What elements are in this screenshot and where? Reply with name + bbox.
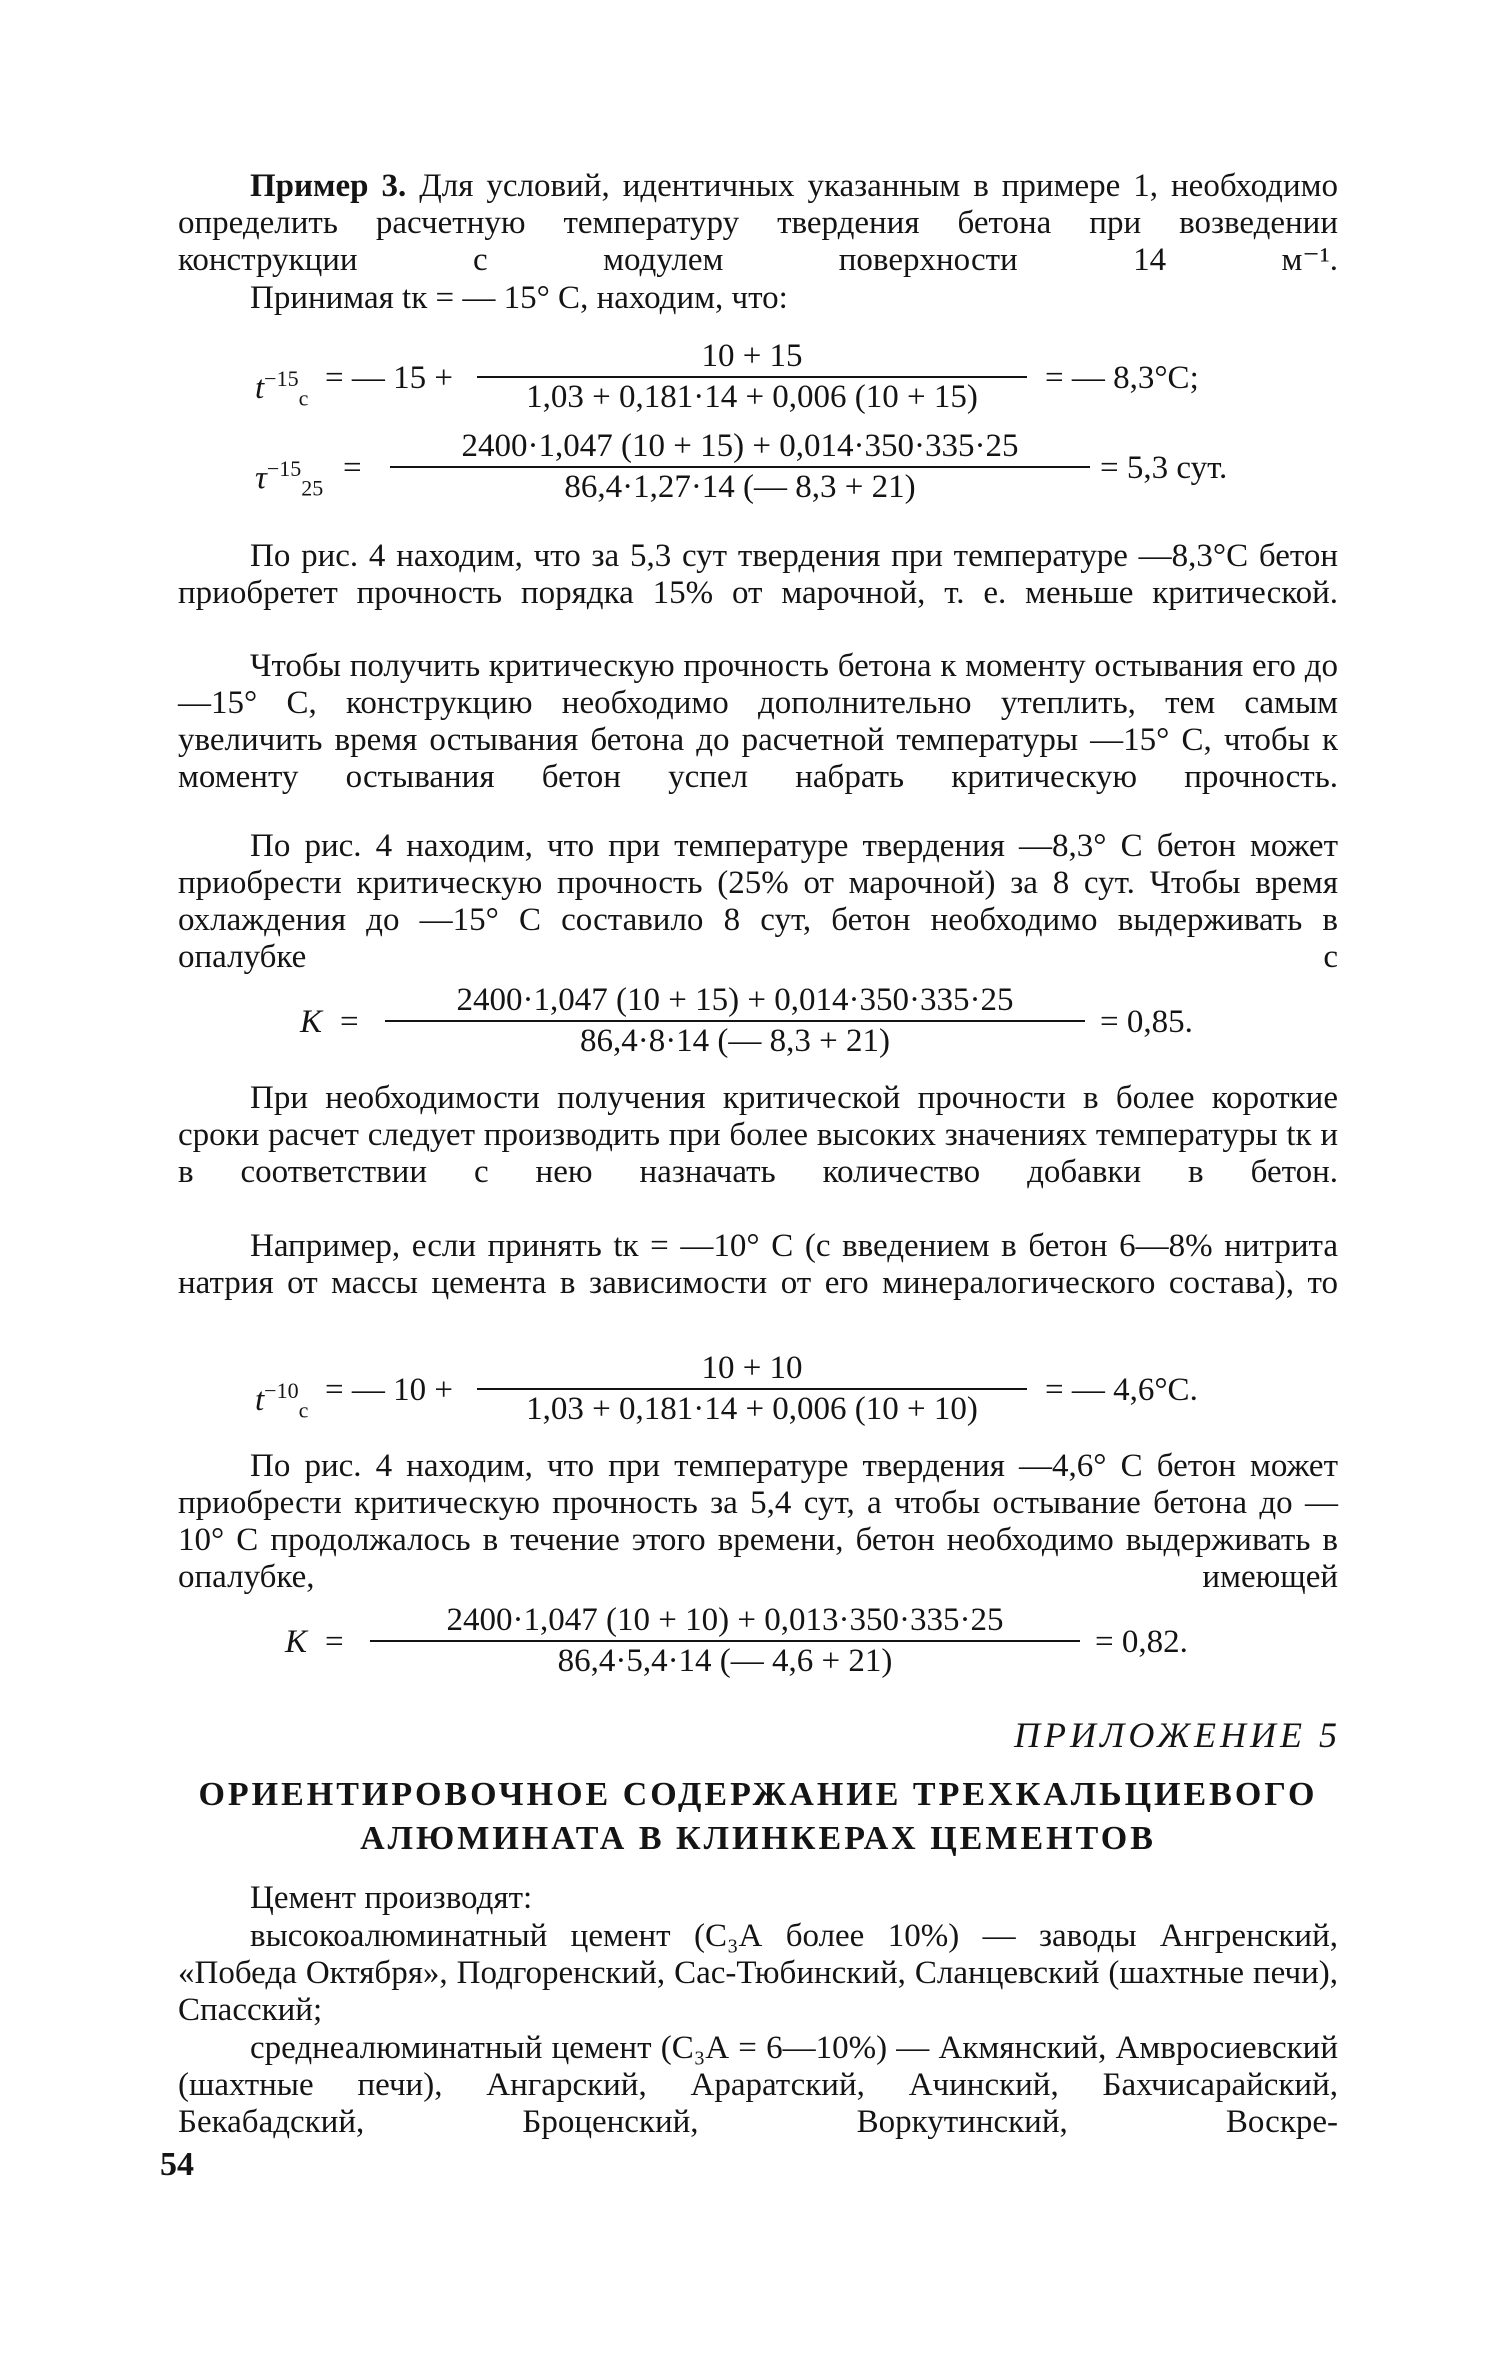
- formula-denominator: 86,4·5,4·14 (— 4,6 + 21): [557, 1643, 893, 1679]
- formula-tau-25: [255, 428, 1345, 508]
- formula-numerator: 2400·1,047 (10 + 10) + 0,013·350·335·25: [446, 1602, 1004, 1638]
- formula-numerator: 2400·1,047 (10 + 15) + 0,014·350·335·25: [456, 982, 1014, 1018]
- formula-lhs: $\tau^{-15}_{25}$: [255, 456, 324, 501]
- formula-numerator: 10 + 15: [701, 338, 803, 374]
- formula-denominator: 86,4·1,27·14 (— 8,3 + 21): [564, 469, 916, 505]
- formula-prefix: =: [340, 1004, 359, 1040]
- formula-denominator: 86,4·8·14 (— 8,3 + 21): [579, 1023, 891, 1059]
- paragraph-1: По рис. 4 находим, что за 5,3 сут твердения при температуре —8,3°С бетон приобретет прочность порядка 15% от марочной, т. е. меньше критической.: [178, 538, 1338, 611]
- formula-prefix: =: [325, 1624, 344, 1660]
- formula-prefix: = — 10 +: [325, 1372, 453, 1408]
- formula-numerator: 10 + 10: [701, 1350, 803, 1386]
- example-intro-text: Для условий, идентичных указанным в примере 1, необходимо определить расчетную температуру твердения бетона при возведении конструкции с модулем поверхности 14 м⁻¹.: [178, 168, 1338, 278]
- formula-fraction: [477, 338, 1027, 416]
- formula-prefix: = — 15 +: [325, 360, 453, 396]
- formula-fraction: [370, 1602, 1080, 1680]
- appendix-label: ПРИЛОЖЕНИЕ 5: [1014, 1715, 1341, 1755]
- appendix-title-line2: АЛЮМИНАТА В КЛИНКЕРАХ ЦЕМЕНТОВ: [360, 1820, 1156, 1857]
- appendix-item-1: высокоалюминатный цемент (С₃А более 10%) — заводы Ангренский, «Победа Октября», Подгоренский, Сас-Тюбинский, Сланцевский (шахтные печи), Спасский;: [178, 1918, 1338, 2028]
- page-number: 54: [160, 2146, 194, 2183]
- appendix-title-line1: ОРИЕНТИРОВОЧНОЕ СОДЕРЖАНИЕ ТРЕХКАЛЬЦИЕВОГО: [198, 1776, 1318, 1813]
- formula-t-minus10: [255, 1350, 1345, 1430]
- formula-denominator: 1,03 + 0,181·14 + 0,006 (10 + 10): [526, 1391, 978, 1427]
- formula-lhs: $t^{-15}_с$: [255, 366, 309, 411]
- formula-fraction: [477, 1350, 1027, 1428]
- formula-t-minus15: [255, 338, 1345, 418]
- formula-lhs: K: [285, 1624, 308, 1660]
- formula-k-082: [285, 1602, 1345, 1682]
- formula-denominator: 1,03 + 0,181·14 + 0,006 (10 + 15): [526, 379, 978, 415]
- formula-numerator: 2400·1,047 (10 + 15) + 0,014·350·335·25: [461, 428, 1019, 464]
- paragraph-4: При необходимости получения критической прочности в более короткие сроки расчет следует производить при более высоких значениях температуры tк и в соответствии с нею назначать количество добавки в бетон.: [178, 1080, 1338, 1190]
- formula-result: = — 8,3°С;: [1045, 360, 1199, 396]
- assumption-line: Принимая tк = — 15° С, находим, что:: [250, 280, 788, 316]
- appendix-item-2: среднеалюминатный цемент (С₃А = 6—10%) — Акмянский, Амвросиевский (шахтные печи), Ангарский, Араратский, Ачинский, Бахчисарайский, Бекабадский, Броценский, Воркутинский, Воскре-: [178, 2030, 1338, 2140]
- formula-fraction: [390, 428, 1090, 506]
- formula-lhs: K: [300, 1004, 323, 1040]
- formula-fraction: [385, 982, 1085, 1060]
- paragraph-6: По рис. 4 находим, что при температуре твердения —4,6° С бетон может приобрести критическую прочность за 5,4 сут, а чтобы остывание бетона до —10° С продолжалось в течение этого времени, бетон необходимо выдерживать в опалубке, имеющей: [178, 1448, 1338, 1595]
- formula-prefix: =: [343, 450, 362, 486]
- paragraph-5: Например, если принять tк = —10° С (с введением в бетон 6—8% нитрита натрия от массы цемента в зависимости от его минералогического состава), то: [178, 1228, 1338, 1301]
- formula-result: = 0,82.: [1095, 1624, 1188, 1660]
- formula-result: = 5,3 сут.: [1100, 450, 1228, 486]
- paragraph-2: Чтобы получить критическую прочность бетона к моменту остывания его до —15° С, конструкцию необходимо дополнительно утеплить, тем самым увеличить время остывания бетона до расчетной температуры —15° С, чтобы к моменту остывания бетон успел набрать критическую прочность.: [178, 648, 1338, 795]
- formula-k-085: [300, 982, 1340, 1062]
- appendix-lead: Цемент производят:: [250, 1880, 533, 1916]
- formula-result: = 0,85.: [1100, 1004, 1193, 1040]
- example-heading: Пример 3.: [250, 168, 407, 204]
- formula-result: = — 4,6°С.: [1045, 1372, 1198, 1408]
- example-intro-paragraph: [178, 168, 1338, 279]
- formula-lhs: $t^{-10}_с$: [255, 1378, 309, 1423]
- paragraph-3: По рис. 4 находим, что при температуре твердения —8,3° С бетон может приобрести критическую прочность (25% от марочной) за 8 сут. Чтобы время охлаждения до —15° С составило 8 сут, бетон необходимо выдерживать в опалубке с: [178, 828, 1338, 975]
